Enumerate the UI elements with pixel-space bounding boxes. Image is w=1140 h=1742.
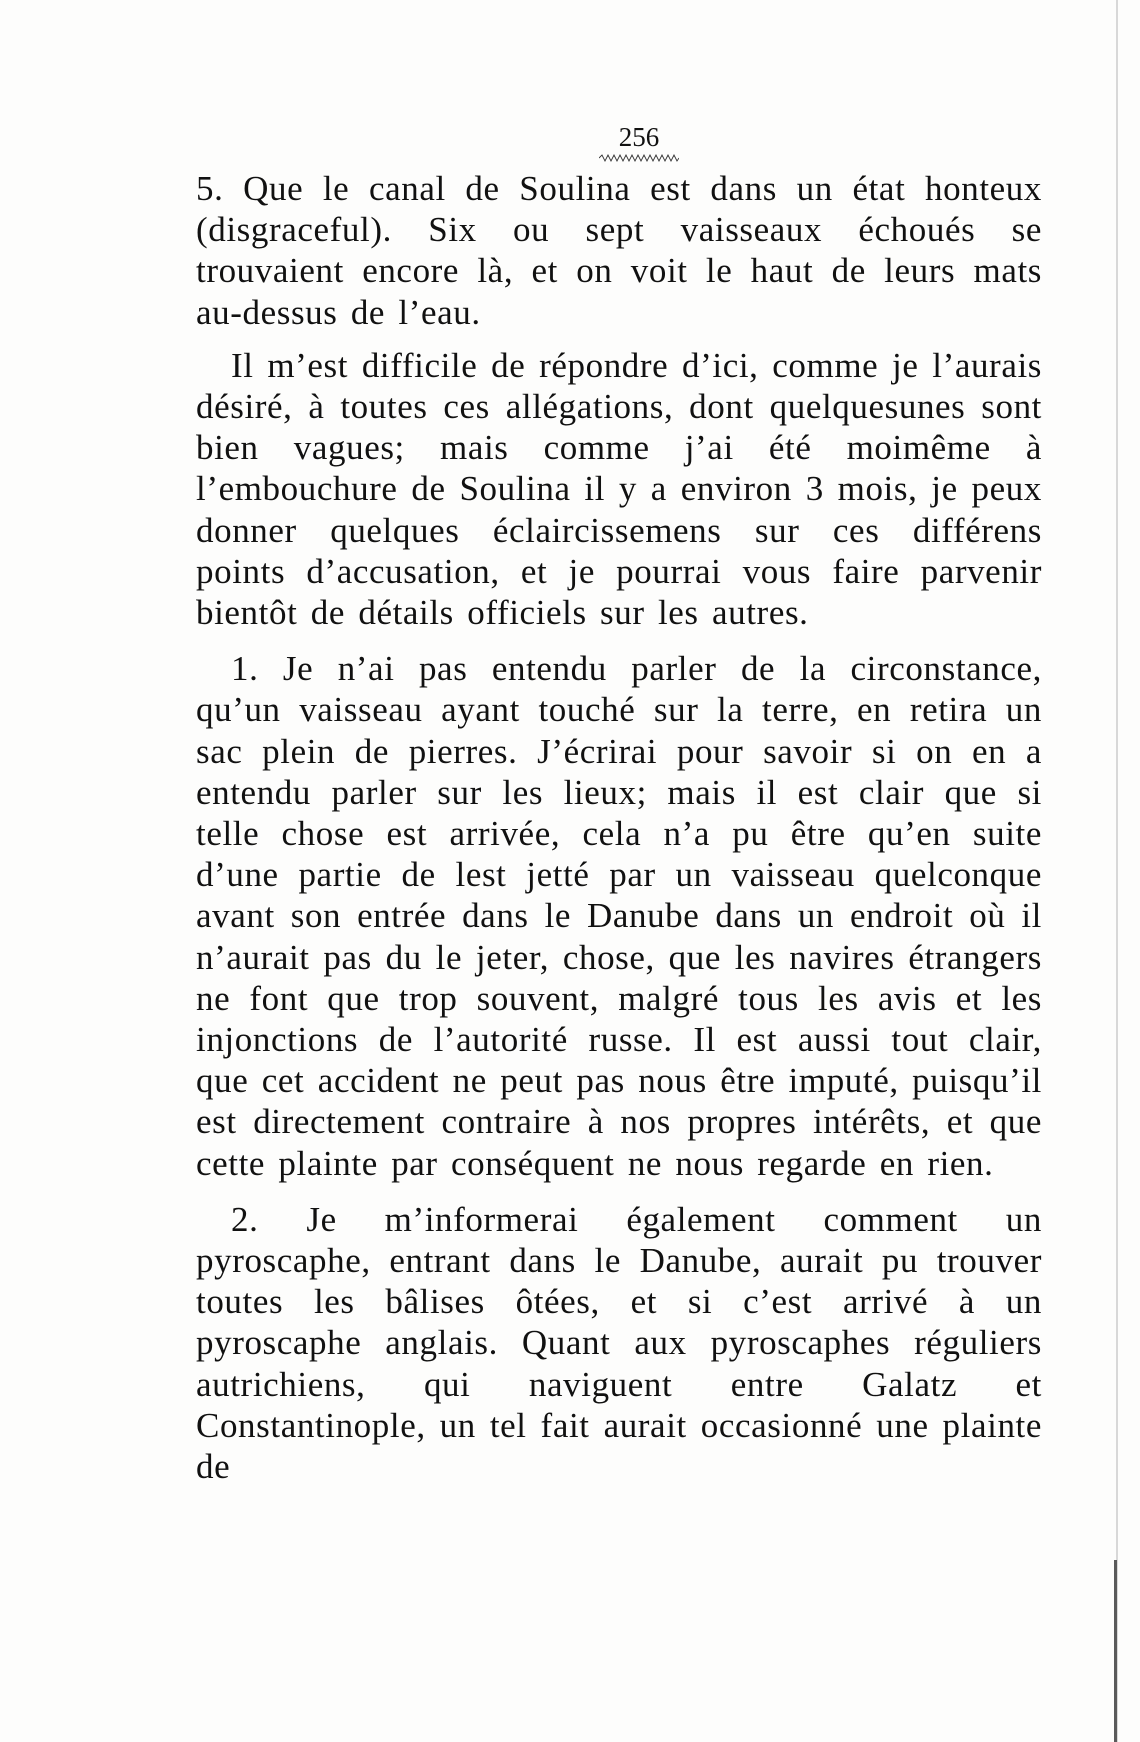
paragraph-response-1: 1. Je n’ai pas entendu parler de la circonstance, qu’un vaisseau ayant touché sur la terre, en retira un sac plein de pierres. J’écrirai pour savoir si on en a entendu parler sur les lieux; mais il est clair que si telle chose est arrivée, cela n’a pu être qu’en suite d’une partie de lest jetté par un vaisseau quelconque avant son entrée dans le Danube dans un endroit où il n’aurait pas du le jeter, chose, que les navires étrangers ne font que trop souvent, malgré tous les avis et les injonctions de l’autorité russe. Il est aussi tout clair, que cet accident ne peut pas nous être imputé, puisqu’il est directement contraire à nos propres intérêts, et que cette plainte par conséquent ne nous regarde en rien. xyxy=(196,649,1042,1183)
page-edge-shadow xyxy=(1114,1560,1117,1742)
paragraph-5-complaint: 5. Que le canal de Soulina est dans un état honteux (disgraceful). Six ou sept vaisseaux échoués se trouvaient encore là, et on voit le haut de leurs mats au-dessus de l’eau. xyxy=(196,169,1042,332)
page-edge-line xyxy=(1116,0,1118,1742)
paragraph-response-intro: Il m’est difficile de répondre d’ici, comme je l’aurais désiré, à toutes ces allégations, dont quelquesunes sont bien vagues; mais comme j’ai été moimême à l’embouchure de Soulina il y a environ 3 mois, je peux donner quelques éclaircissemens sur ces différens points d’accusation, et je pourrai vous faire parvenir bientôt de détails officiels sur les autres. xyxy=(196,345,1042,633)
page-number-ornament xyxy=(599,154,679,162)
body-text-block xyxy=(196,122,1042,1487)
page-number-header xyxy=(196,122,1042,162)
paragraph-response-2: 2. Je m’informerai également comment un pyroscaphe, entrant dans le Danube, aurait pu trouver toutes les bâlises ôtées, et si c’est arrivé à un pyroscaphe anglais. Quant aux pyroscaphes réguliers autrichiens, qui naviguent entre Galatz et Constantinople, un tel fait aurait occasionné une plainte de xyxy=(196,1199,1042,1487)
page-number: 256 xyxy=(618,122,660,152)
